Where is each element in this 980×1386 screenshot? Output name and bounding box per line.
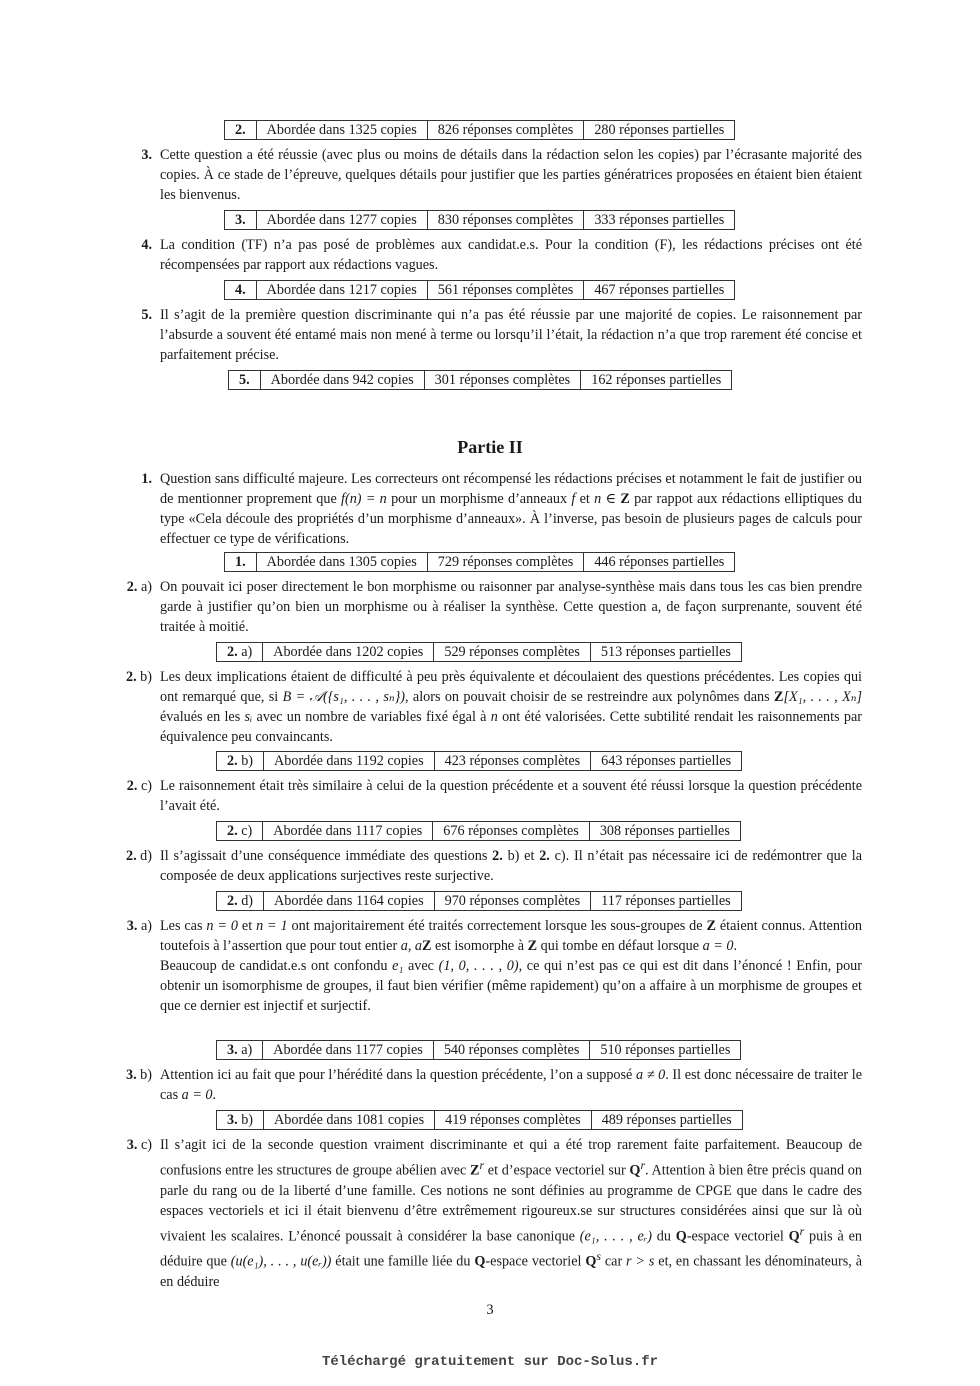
stats-addressed: Abordée dans 1192 copies [264, 752, 435, 771]
question-number: 2. b) [125, 669, 152, 685]
question-number: 3. c) [126, 1137, 152, 1153]
stats-table-q5 [228, 370, 732, 390]
stats-addressed: Abordée dans 1277 copies [256, 211, 427, 230]
stats-table-II-q2c [216, 821, 741, 841]
stats-partial: 333 réponses partielles [584, 211, 735, 230]
question-number: 5. [141, 307, 152, 323]
comment-text: Attention ici au fait que pour l’hérédité dans la question précédente, l’on a supposé a ≠ 0. Il est donc nécessaire de traiter le cas a = 0. [160, 1067, 862, 1103]
stats-partial: 308 réponses partielles [589, 822, 740, 841]
question-number: 3. a) [126, 918, 152, 934]
comment-text: La condition (TF) n’a pas posé de problèmes aux candidat.e.s. Pour la condition (F), les rédactions précises ont été récompensées par rapport aux rédactions vagues. [160, 237, 862, 273]
stats-label: 3. a) [217, 1041, 263, 1060]
stats-addressed: Abordée dans 1217 copies [256, 281, 427, 300]
stats-table-q3 [224, 210, 735, 230]
comment-II-q3c [112, 1135, 862, 1292]
stats-table-q4 [224, 280, 735, 300]
comment-II-q3a [112, 916, 862, 1016]
stats-partial: 280 réponses partielles [584, 121, 735, 140]
comment-text: Le raisonnement était très similaire à celui de la question précédente et a souvent été réussi lorsque la question précédente l’avait été. [160, 778, 862, 814]
comment-II-q2c [112, 776, 862, 816]
comment-text: Question sans difficulté majeure. Les correcteurs ont récompensé les rédactions précises et notamment le fait de justifier ou de mentionner proprement que f(n) = n pour un morphisme d’anneaux f et n ∈ Z par rappot aux rédactions elliptiques du type «Cela découle des propriétés d’un morphisme d’anneaux». À l’inverse, pas besoin de plusieurs pages de calculs pour effectuer ce type de vérifications. [160, 471, 862, 547]
stats-complete: 830 réponses complètes [427, 211, 584, 230]
stats-complete: 729 réponses complètes [427, 553, 584, 572]
question-number: 2. d) [125, 848, 152, 864]
comment-text: Il s’agissait d’une conséquence immédiate des questions 2. b) et 2. c). Il n’était pas nécessaire ici de redémontrer que la composée de deux applications surjectives reste surjective. [160, 848, 862, 884]
stats-partial: 446 réponses partielles [584, 553, 735, 572]
comment-text: Il s’agit ici de la seconde question vraiment discriminante et qui a été trop rarement faite parfaitement. Beaucoup de confusions entre les structures de groupe abélien avec $Z^r$ et d’espace vectoriel sur $Q^r$. Attention à bien être précis quand on parle du rang ou de la liberté d’une famille. Ces notions ne sont définies au programme de CPGE que dans le cadre des espaces vectoriels et ici il était bienvenu d’être extrêmement rigoureux.se sur structures considérées ainsi que sur là où vivaient les scalaires. L’énoncé poussait à considérer la base canonique (e₁, . . . , eᵣ) du Q-espace vectoriel $Q^r$ puis à en déduire que (u(e₁), . . . , u(eᵣ)) était une famille liée du Q-espace vectoriel $Q^s$ car r > s et, en chassant les dénominateurs, à en déduire [160, 1137, 862, 1291]
comment-II-q3b [112, 1065, 862, 1105]
stats-partial: 513 réponses partielles [590, 643, 741, 662]
question-number: 4. [141, 237, 152, 253]
comment-II-q2b [112, 667, 862, 747]
stats-complete: 561 réponses complètes [427, 281, 584, 300]
stats-complete: 540 réponses complètes [433, 1041, 590, 1060]
stats-label: 2. c) [217, 822, 263, 841]
comment-text: Les deux implications étaient de difficulté à peu près équivalente et découlaient des questions précédentes. Les copies qui ont remarqué que, si B = 𝒜({s₁, . . . , sₙ}), alors on pouvait choisir de se restreindre aux polynômes dans Z[X₁, . . . , Xₙ] évalués en les sᵢ avec un nombre de variables fixé égal à n ont été valorisées. Cette subtilité rendait les raisonnements par équivalence peu convaincants. [160, 669, 863, 745]
stats-complete: 423 réponses complètes [434, 752, 591, 771]
page-number: 3 [486, 1302, 494, 1318]
comment-text: Cette question a été réussie (avec plus ou moins de détails dans la rédaction selon les copies) par l’écrasante majorité des copies. À ce stade de l’épreuve, quelques détails pour justifier que les parties génératrices proposées en étaient bien étaient les bienvenus. [160, 147, 862, 203]
question-number: 2. a) [126, 579, 152, 595]
stats-label: 4. [225, 281, 257, 300]
stats-label: 2. [225, 121, 257, 140]
stats-addressed: Abordée dans 1305 copies [256, 553, 427, 572]
stats-partial: 489 réponses partielles [591, 1111, 742, 1130]
stats-label: 2. b) [217, 752, 264, 771]
stats-partial: 467 réponses partielles [584, 281, 735, 300]
stats-table-II-q2d [216, 891, 742, 911]
section-title: Partie II [457, 437, 523, 457]
stats-table-II-q3b [216, 1110, 743, 1130]
question-number: 1. [141, 471, 152, 487]
comment-q5 [112, 305, 862, 365]
download-footer: Téléchargé gratuitement sur Doc-Solus.fr [321, 1354, 659, 1370]
comment-text: Il s’agit de la première question discriminante qui n’a pas été réussie par une majorité de copies. Le raisonnement par l’absurde a souvent été entamé mais non mené à terme ou lorsqu’il l’était, la rédaction n’a que trop rarement été concise et parfaitement précise. [160, 307, 862, 363]
stats-table-II-q2b [216, 751, 742, 771]
comment-q3 [112, 145, 862, 205]
stats-complete: 826 réponses complètes [427, 121, 584, 140]
stats-table-q2 [224, 120, 735, 140]
stats-label: 1. [225, 553, 257, 572]
stats-complete: 970 réponses complètes [434, 892, 591, 911]
stats-addressed: Abordée dans 1177 copies [263, 1041, 434, 1060]
comment-II-q1 [112, 469, 862, 549]
stats-label: 5. [229, 371, 261, 390]
stats-addressed: Abordée dans 1081 copies [264, 1111, 435, 1130]
stats-partial: 117 réponses partielles [591, 892, 742, 911]
stats-complete: 676 réponses complètes [433, 822, 590, 841]
stats-complete: 419 réponses complètes [435, 1111, 592, 1130]
stats-label: 3. b) [217, 1111, 264, 1130]
question-number: 2. c) [126, 778, 152, 794]
stats-addressed: Abordée dans 1325 copies [256, 121, 427, 140]
stats-addressed: Abordée dans 942 copies [260, 371, 424, 390]
stats-addressed: Abordée dans 1202 copies [263, 643, 434, 662]
comment-text: Les cas n = 0 et n = 1 ont majoritairement été traités correctement lorsque les sous-groupes de Z étaient connus. Attention toutefois à l’assertion que pour tout entier a, aZ est isomorphe à Z qui tombe en défaut lorsque a = 0. Beaucoup de candidat.e.s ont confondu e₁ avec (1, 0, . . . , 0), ce qui n’est pas ce qui est dit dans l’énoncé ! Enfin, pour obtenir un isomorphisme de groupes, il faut bien vérifier (même rapidement) qu’on a affaire à un morphisme de groupes et que ce dernier est injectif et surjectif. [160, 918, 863, 1014]
stats-addressed: Abordée dans 1164 copies [264, 892, 435, 911]
stats-partial: 643 réponses partielles [591, 752, 742, 771]
stats-label: 2. d) [217, 892, 264, 911]
comment-q4 [112, 235, 862, 275]
stats-table-II-q1 [224, 552, 735, 572]
comment-II-q2d [112, 846, 862, 886]
stats-complete: 529 réponses complètes [434, 643, 591, 662]
stats-complete: 301 réponses complètes [424, 371, 581, 390]
stats-label: 2. a) [217, 643, 263, 662]
stats-partial: 162 réponses partielles [581, 371, 732, 390]
stats-addressed: Abordée dans 1117 copies [263, 822, 433, 841]
stats-table-II-q2a [216, 642, 742, 662]
stats-partial: 510 réponses partielles [590, 1041, 741, 1060]
question-number: 3. b) [125, 1067, 152, 1083]
stats-table-II-q3a [216, 1040, 741, 1060]
question-number: 3. [141, 147, 152, 163]
comment-text: On pouvait ici poser directement le bon morphisme ou raisonner par analyse-synthèse mais dans tous les cas bien prendre garde à justifier qu’on bien un morphisme ou à réaliser la synthèse. Cette question a, de façon surprenante, souvent été traitée à moitié. [160, 579, 862, 635]
comment-II-q2a [112, 577, 862, 637]
stats-label: 3. [225, 211, 257, 230]
